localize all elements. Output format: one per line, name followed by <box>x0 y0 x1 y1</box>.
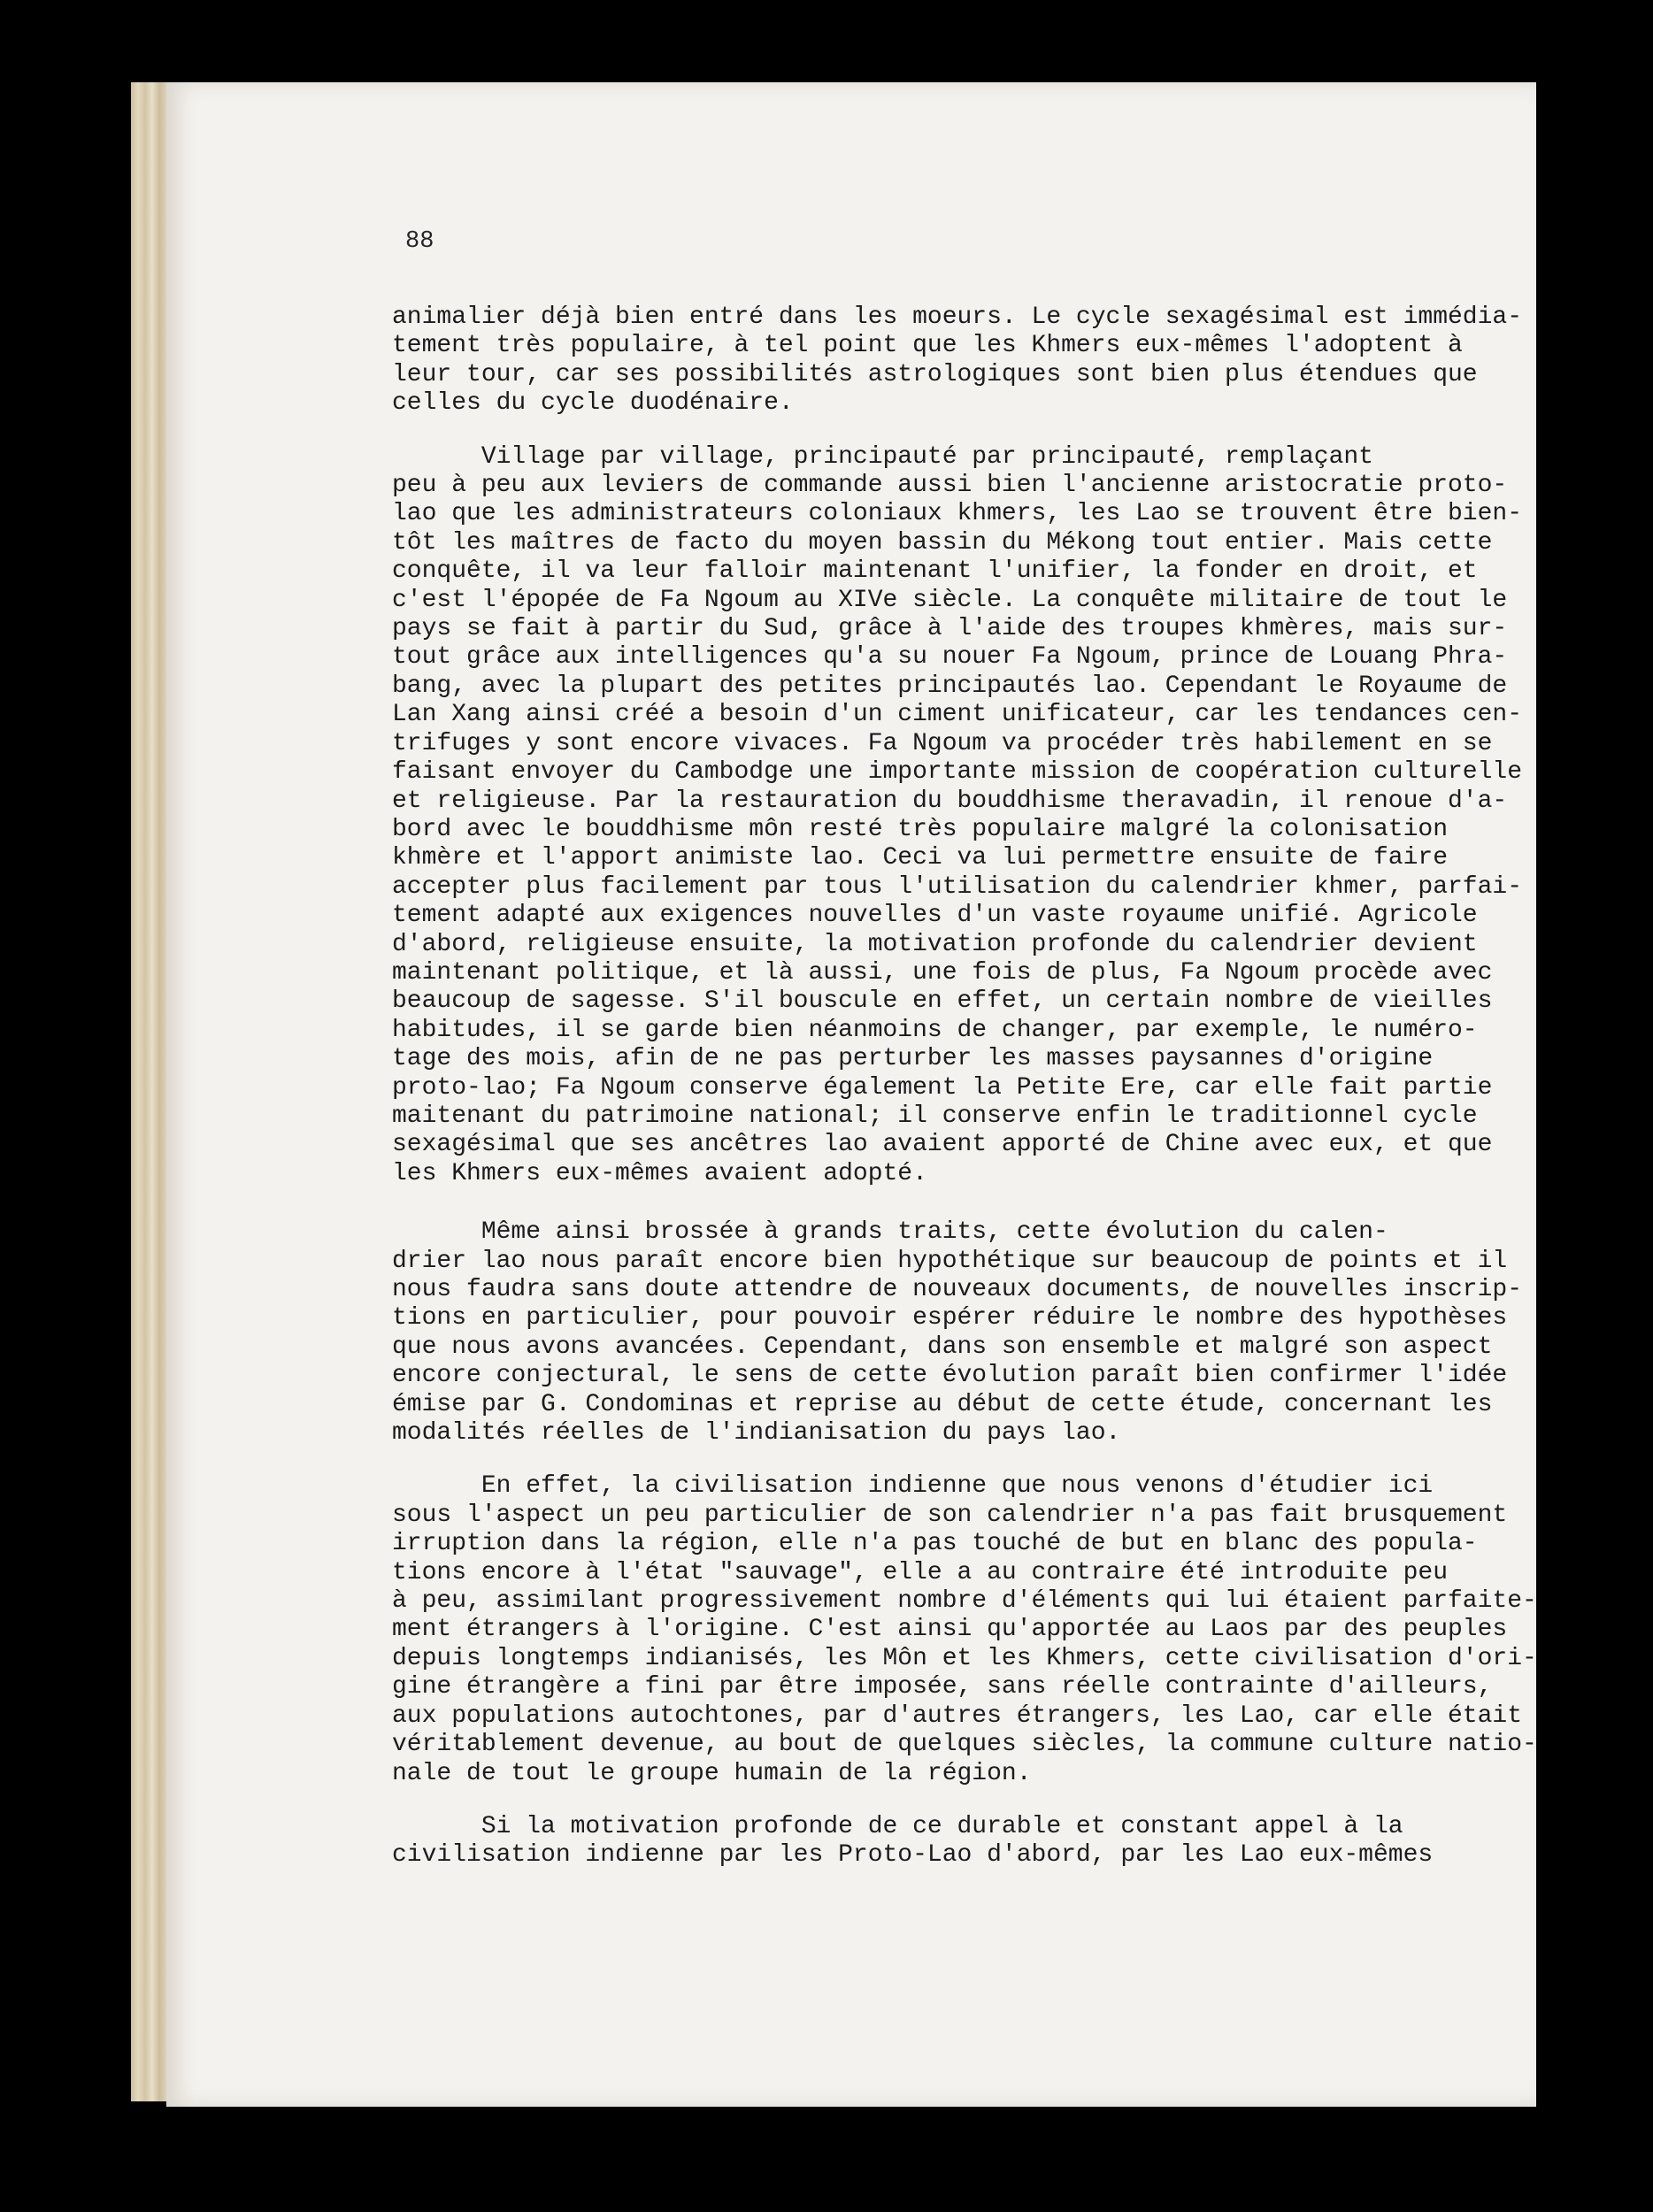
text-line: Lan Xang ainsi créé a besoin d'un ciment unificateur, car les tendances cen- <box>392 701 1523 729</box>
text-line: civilisation indienne par les Proto-Lao d'abord, par les Lao eux-mêmes <box>392 1841 1434 1870</box>
page-number: 88 <box>405 228 434 255</box>
text-line: lao que les administrateurs coloniaux khmers, les Lao se trouvent être bien- <box>392 500 1523 528</box>
text-line: habitudes, il se garde bien néanmoins de changer, par exemple, le numéro- <box>392 1016 1478 1044</box>
text-line: khmère et l'apport animiste lao. Ceci va lui permettre ensuite de faire <box>392 844 1448 872</box>
paragraph-4 <box>392 1472 1537 1787</box>
text-line: conquête, il va leur falloir maintenant l'unifier, la fonder en droit, et <box>392 557 1478 586</box>
text-line: pays se fait à partir du Sud, grâce à l'aide des troupes khmères, mais sur- <box>392 615 1508 643</box>
text-line: accepter plus facilement par tous l'utilisation du calendrier khmer, parfai- <box>392 872 1523 901</box>
text-line: Même ainsi brossée à grands traits, cette évolution du calen- <box>392 1218 1388 1247</box>
paragraph-5 <box>392 1813 1486 1870</box>
text-line: Village par village, principauté par principauté, remplaçant <box>392 442 1373 471</box>
text-line: maitenant du patrimoine national; il conserve enfin le traditionnel cycle <box>392 1102 1478 1130</box>
text-line: que nous avons avancées. Cependant, dans son ensemble et malgré son aspect <box>392 1333 1493 1361</box>
text-line: beaucoup de sagesse. S'il bouscule en effet, un certain nombre de vieilles <box>392 987 1493 1016</box>
text-line: faisant envoyer du Cambodge une importante mission de coopération culturelle <box>392 758 1523 787</box>
text-line: gine étrangère a fini par être imposée, sans réelle contrainte d'ailleurs, <box>392 1673 1493 1701</box>
text-line: tement adapté aux exigences nouvelles d'un vaste royaume unifié. Agricole <box>392 902 1478 930</box>
text-line: ment étrangers à l'origine. C'est ainsi qu'apportée au Laos par des peuples <box>392 1616 1508 1644</box>
text-line: aux populations autochtones, par d'autres étrangers, les Lao, car elle était <box>392 1701 1523 1730</box>
text-line: et religieuse. Par la restauration du bouddhisme theravadin, il renoue d'a- <box>392 787 1508 815</box>
text-line: celles du cycle duodénaire. <box>392 389 794 418</box>
text-line: nale de tout le groupe humain de la région. <box>392 1759 1032 1787</box>
text-line: tout grâce aux intelligences qu'a su nouer Fa Ngoum, prince de Louang Phra- <box>392 643 1508 672</box>
text-line: animalier déjà bien entré dans les moeurs. Le cycle sexagésimal est immédia- <box>392 303 1523 331</box>
text-line: tions encore à l'état "sauvage", elle a au contraire été introduite peu <box>392 1558 1448 1586</box>
text-line: peu à peu aux leviers de commande aussi bien l'ancienne aristocratie proto- <box>392 472 1508 500</box>
text-line: encore conjectural, le sens de cette évolution paraît bien confirmer l'idée <box>392 1362 1508 1390</box>
text-line: d'abord, religieuse ensuite, la motivation profonde du calendrier devient <box>392 930 1478 958</box>
text-line: irruption dans la région, elle n'a pas touché de but en blanc des popula- <box>392 1530 1478 1558</box>
text-line: En effet, la civilisation indienne que nous venons d'étudier ici <box>392 1472 1434 1501</box>
text-line: tions en particulier, pour pouvoir espérer réduire le nombre des hypothèses <box>392 1304 1508 1333</box>
text-line: proto-lao; Fa Ngoum conserve également la Petite Ere, car elle fait partie <box>392 1073 1493 1102</box>
paragraph-3 <box>392 1218 1523 1448</box>
body-text <box>392 303 1537 1870</box>
text-line: sexagésimal que ses ancêtres lao avaient apporté de Chine avec eux, et que <box>392 1131 1493 1159</box>
text-line: nous faudra sans doute attendre de nouveaux documents, de nouvelles inscrip- <box>392 1276 1523 1303</box>
text-line: leur tour, car ses possibilités astrologiques sont bien plus étendues que <box>392 360 1478 388</box>
text-line: sous l'aspect un peu particulier de son calendrier n'a pas fait brusquement <box>392 1501 1508 1529</box>
paragraph-2 <box>392 442 1523 1189</box>
text-line: les Khmers eux-mêmes avaient adopté. <box>392 1159 927 1187</box>
text-line: à peu, assimilant progressivement nombre d'éléments qui lui étaient parfaite- <box>392 1587 1537 1616</box>
book-page-edges <box>131 82 166 2101</box>
text-line: tage des mois, afin de ne pas perturber les masses paysannes d'origine <box>392 1045 1434 1073</box>
text-line: tôt les maîtres de facto du moyen bassin du Mékong tout entier. Mais cette <box>392 528 1493 557</box>
text-line: bord avec le bouddhisme môn resté très populaire malgré la colonisation <box>392 815 1448 843</box>
text-line: Si la motivation profonde de ce durable et constant appel à la <box>392 1812 1403 1840</box>
text-line: modalités réelles de l'indianisation du pays lao. <box>392 1419 1121 1448</box>
text-line: depuis longtemps indianisés, les Môn et les Khmers, cette civilisation d'ori- <box>392 1644 1537 1672</box>
text-line: émise par G. Condominas et reprise au début de cette étude, concernant les <box>392 1390 1493 1418</box>
paragraph-1 <box>392 303 1523 419</box>
text-line: c'est l'épopée de Fa Ngoum au XIVe siècle. La conquête militaire de tout le <box>392 586 1508 614</box>
text-line: maintenant politique, et là aussi, une fois de plus, Fa Ngoum procède avec <box>392 958 1493 987</box>
text-line: véritablement devenue, au bout de quelques siècles, la commune culture natio- <box>392 1731 1537 1759</box>
text-line: trifuges y sont encore vivaces. Fa Ngoum va procéder très habilement en se <box>392 729 1493 757</box>
text-line: drier lao nous paraît encore bien hypothétique sur beaucoup de points et il <box>392 1247 1508 1275</box>
text-line: tement très populaire, à tel point que les Khmers eux-mêmes l'adoptent à <box>392 332 1463 360</box>
text-line: bang, avec la plupart des petites principautés lao. Cependant le Royaume de <box>392 672 1508 700</box>
